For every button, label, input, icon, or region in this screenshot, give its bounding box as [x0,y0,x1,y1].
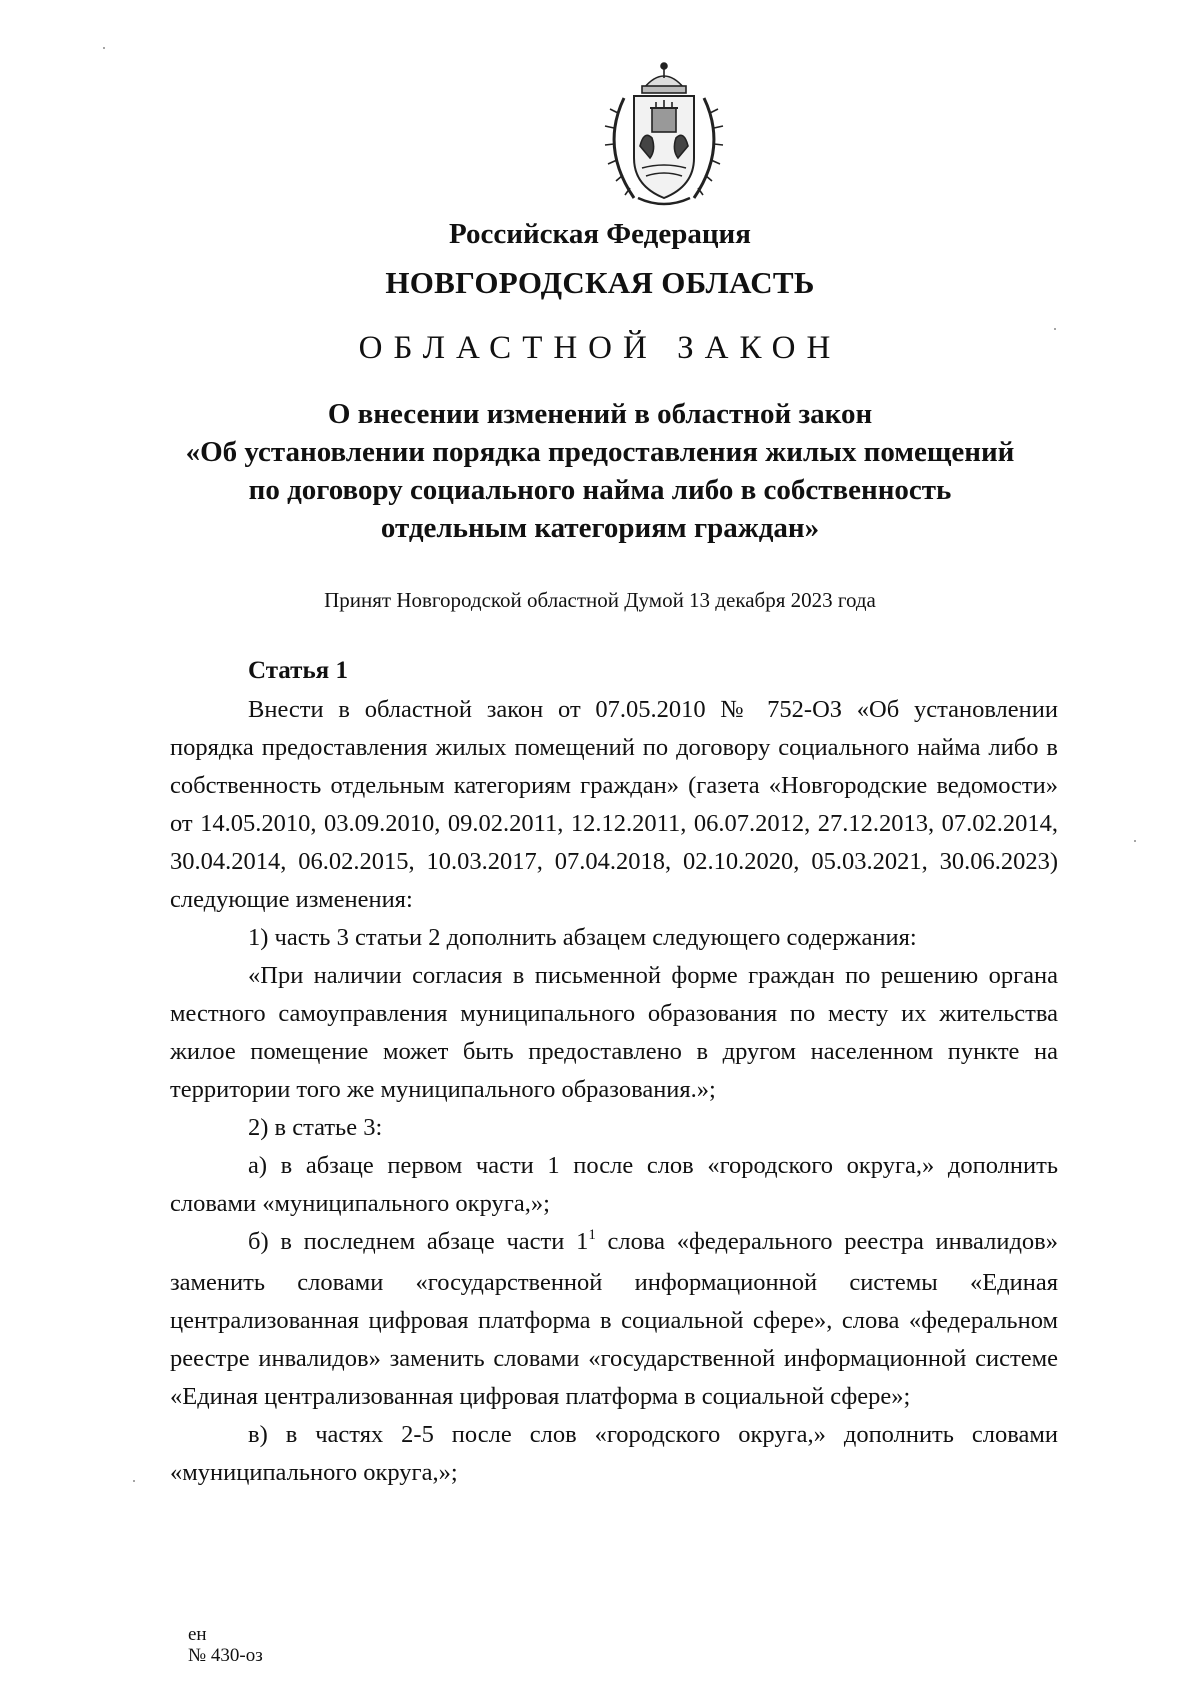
adoption-note: Принят Новгородской областной Думой 13 декабря 2023 года [324,588,876,612]
scan-speck [1134,840,1136,842]
law-title-line: отдельным категориям граждан» [380,512,820,544]
article-body [170,652,1058,1492]
article-intro-paragraph: Внести в областной закон от 07.05.2010 № 752-ОЗ «Об установлении порядка предоставления жилых помещений по договору социального найма либо в собственность отдельным категориям граждан» (газета «Новгородские ведомости» от 14.05.2010, 03.09.2010, 09.02.2011, 12.12.2011, 06.07.2012, 27.12.2013, 07.02.2014, 30.04.2014, 06.02.2015, 10.03.2017, 07.04.2018, 02.10.2020, 05.03.2021, 30.06.2023) следующие изменения: [170,696,1058,913]
footer-initials: ен [188,1624,207,1645]
coat-of-arms-emblem [594,58,734,213]
item-2b-text-start: б) в последнем абзаце части 1 [248,1228,589,1255]
item-1-quote-paragraph: «При наличии согласия в письменной форме граждан по решению органа местного самоуправления муниципального образования по месту их жительства жилое помещение может быть предоставлено в другом населенном пункте на территории того же муниципального образования.»; [170,962,1058,1103]
scan-speck [133,1480,135,1482]
item-2b-text-end: слова «федерального реестра инвалидов» заменить словами «государственной информационной системы «Единая централизованная цифровая платформа в социальной сфере», слова «федеральном реестре инвалидов» заменить словами «государственной информационной системе «Единая централизованная цифровая платформа в социальной сфере»; [170,1228,1058,1410]
footer-law-number: № 430-оз [188,1645,263,1666]
article-heading: Статья 1 [248,657,348,684]
document-type: ОБЛАСТНОЙ ЗАКОН [358,330,842,366]
law-title [170,395,1030,547]
document-footer [188,1624,263,1666]
scan-speck [1054,328,1056,330]
item-2b-superscript: 1 [588,1227,596,1243]
item-2-paragraph: 2) в статье 3: [248,1114,383,1141]
law-title-line: О внесении изменений в областной закон [327,398,873,430]
item-2a-paragraph: а) в абзаце первом части 1 после слов «городского округа,» дополнить словами «муниципального округа,»; [170,1152,1058,1217]
item-2c-paragraph: в) в частях 2-5 после слов «городского округа,» дополнить словами «муниципального округа,»; [170,1421,1058,1486]
item-1-paragraph: 1) часть 3 статьи 2 дополнить абзацем следующего содержания: [248,924,917,951]
item-2b-paragraph [170,1223,1058,1416]
country-name: Российская Федерация [449,218,751,250]
law-title-line: по договору социального найма либо в собственность [248,474,952,506]
law-title-line: «Об установлении порядка предоставления жилых помещений [185,436,1015,468]
region-name: НОВГОРОДСКАЯ ОБЛАСТЬ [385,265,815,300]
scan-speck [103,47,105,49]
